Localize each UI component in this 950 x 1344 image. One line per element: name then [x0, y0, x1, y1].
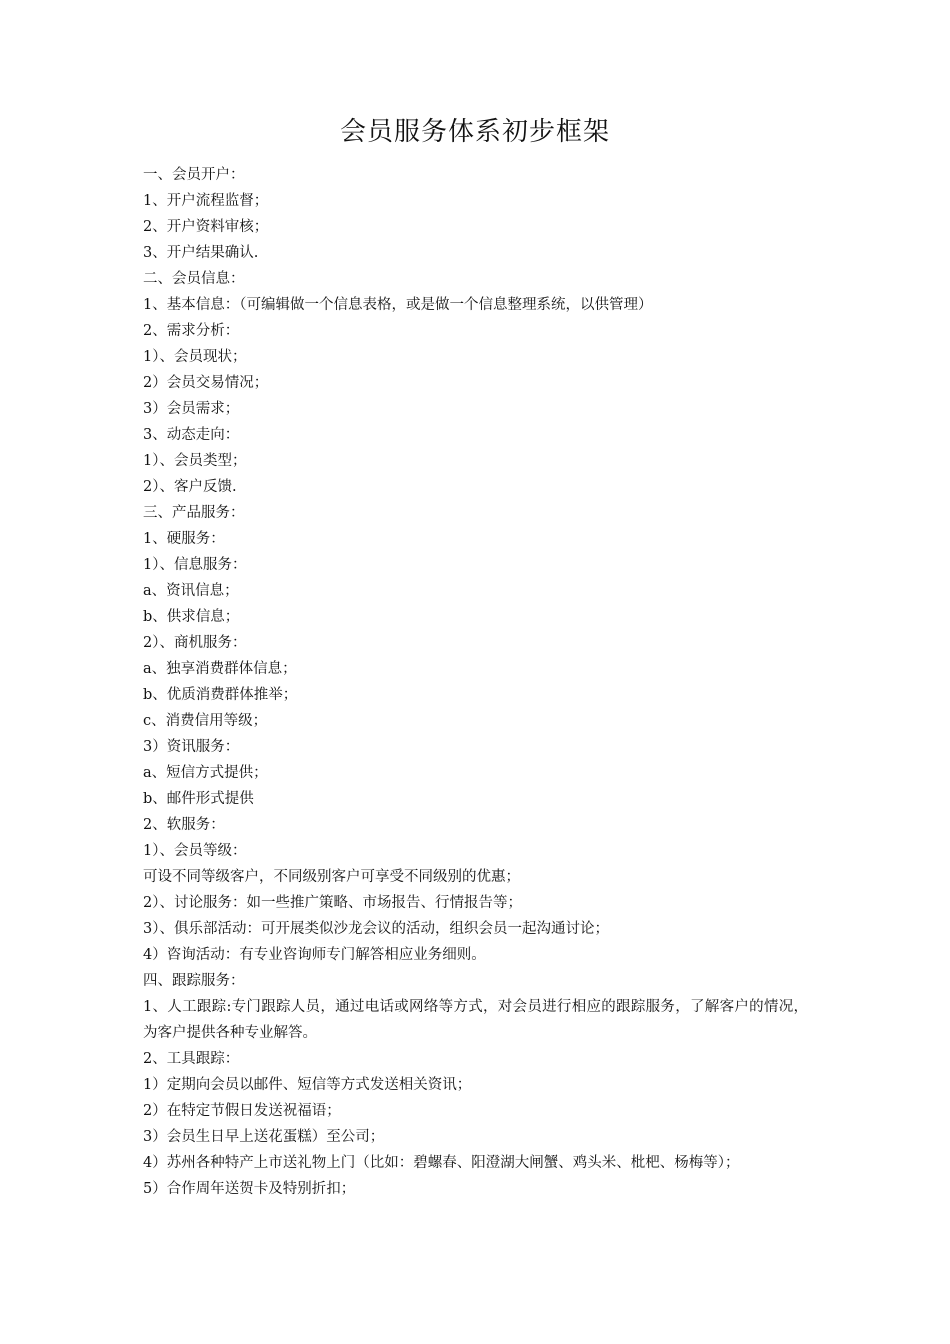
document-line: 2）、客户反馈. — [143, 479, 237, 495]
document-line: 3）资讯服务： — [143, 739, 240, 755]
document-line: 可设不同等级客户，不同级别客户可享受不同级别的优惠； — [143, 869, 520, 885]
document-line: 2）会员交易情况； — [143, 375, 269, 391]
document-line: 2）、讨论服务：如一些推广策略、市场报告、行情报告等； — [143, 895, 522, 911]
document-line: b、供求信息； — [143, 609, 240, 625]
document-line: 三、产品服务： — [143, 505, 245, 521]
document-line: 1）、会员等级： — [143, 843, 247, 859]
document-line: 3）会员需求； — [143, 401, 240, 417]
document-line: 四、跟踪服务： — [143, 973, 245, 989]
document-line: b、邮件形式提供 — [143, 791, 254, 807]
document-line: 3、开户结果确认. — [143, 245, 259, 261]
document-line: 4）咨询活动：有专业咨询师专门解答相应业务细则。 — [143, 947, 486, 963]
document-line: 1）定期向会员以邮件、短信等方式发送相关资讯； — [143, 1077, 472, 1093]
document-line: 1、基本信息：（可编辑做一个信息表格，或是做一个信息整理系统，以供管理） — [143, 297, 653, 313]
document-line: 1、人工跟踪:专门跟踪人员，通过电话或网络等方式，对会员进行相应的跟踪服务，了解客户的情况，为客户提供各种专业解答。 — [143, 999, 808, 1041]
document-line: 1）、信息服务： — [143, 557, 247, 573]
document-line: 2、需求分析： — [143, 323, 240, 339]
document-line: 二、会员信息： — [143, 271, 245, 287]
document-line: c、消费信用等级； — [143, 713, 268, 729]
document-line: 4）苏州各种特产上市送礼物上门（比如：碧螺春、阳澄湖大闸蟹、鸡头米、枇杷、杨梅等）； — [143, 1155, 740, 1171]
document-line: b、优质消费群体推举； — [143, 687, 298, 703]
document-line: 1）、会员类型； — [143, 453, 247, 469]
document-line: 2）、商机服务： — [143, 635, 247, 651]
document-title: 会员服务体系初步框架 — [339, 117, 610, 147]
document-line: 3）、俱乐部活动：可开展类似沙龙会议的活动，组织会员一起沟通讨论； — [143, 921, 609, 937]
document-line: 2、工具跟踪： — [143, 1051, 240, 1067]
document-line: 一、会员开户： — [143, 167, 245, 183]
document-line: 3）会员生日早上送花蛋糕）至公司； — [143, 1129, 385, 1145]
document-line: 2、软服务： — [143, 817, 225, 833]
document-body — [143, 162, 808, 1202]
document-line: a、短信方式提供； — [143, 765, 268, 781]
document-line: a、资讯信息； — [143, 583, 239, 599]
document-line: a、独享消费群体信息； — [143, 661, 297, 677]
document-line: 5）合作周年送贺卡及特别折扣； — [143, 1181, 356, 1197]
document-line: 1、开户流程监督； — [143, 193, 269, 209]
document-line: 1、硬服务： — [143, 531, 225, 547]
document-line: 2、开户资料审核； — [143, 219, 269, 235]
document-line: 2）在特定节假日发送祝福语； — [143, 1103, 341, 1119]
document-line: 1）、会员现状； — [143, 349, 247, 365]
document-line: 3、动态走向： — [143, 427, 240, 443]
